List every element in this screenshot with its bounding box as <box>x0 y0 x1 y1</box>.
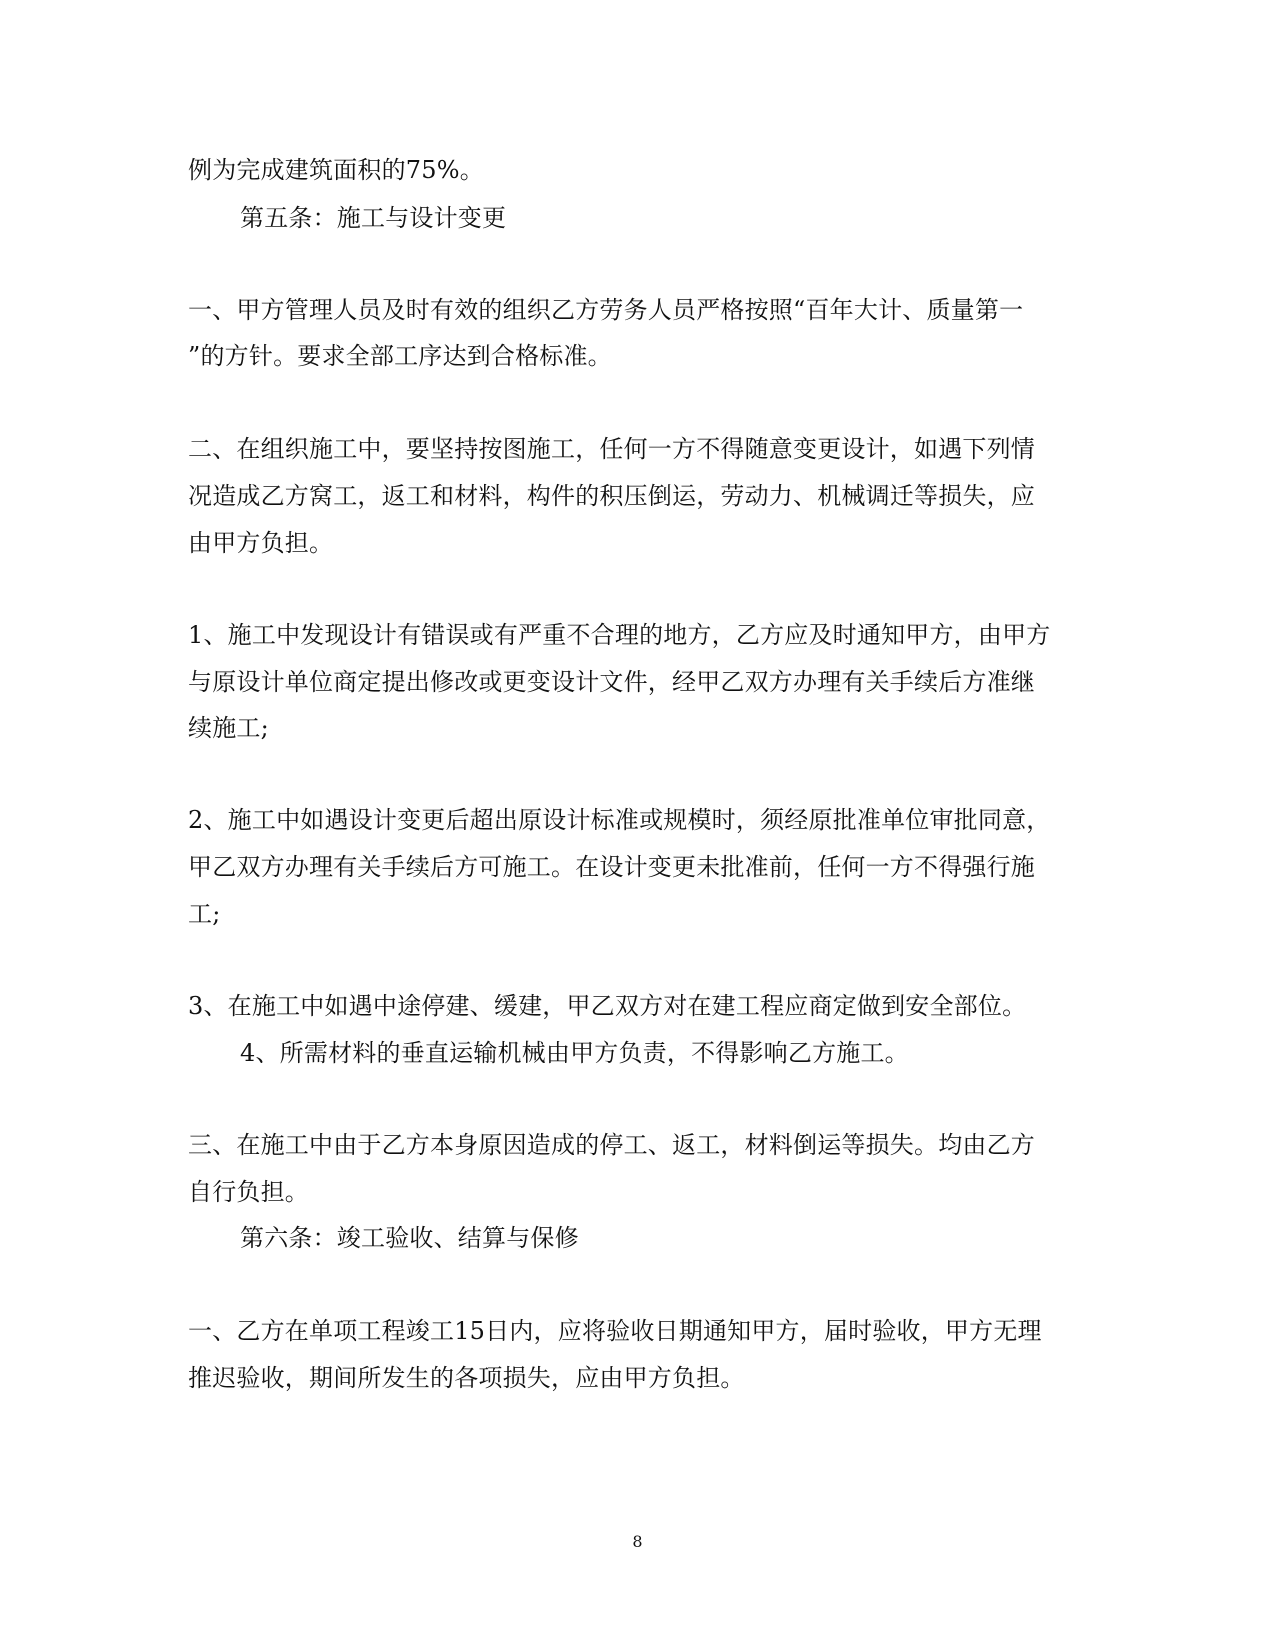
text-line: 工; <box>188 900 221 928</box>
text-line: 2、施工中如遇设计变更后超出原设计标准或规模时，须经原批准单位审批同意， <box>188 806 1051 834</box>
page-number: 8 <box>632 1532 643 1551</box>
text-line: 续施工; <box>188 714 269 742</box>
text-line: 由甲方负担。 <box>188 529 334 557</box>
text-line: 推迟验收，期间所发生的各项损失，应由甲方负担。 <box>188 1364 745 1392</box>
text-line: 甲乙双方办理有关手续后方可施工。在设计变更未批准前，任何一方不得强行施 <box>188 853 1035 881</box>
text-line: 3、在施工中如遇中途停建、缓建，甲乙双方对在建工程应商定做到安全部位。 <box>188 992 1027 1020</box>
text-line: 与原设计单位商定提出修改或更变设计文件，经甲乙双方办理有关手续后方准继 <box>188 668 1035 696</box>
section-heading: 第五条：施工与设计变更 <box>240 204 507 232</box>
text-line: 4、所需材料的垂直运输机械由甲方负责，不得影响乙方施工。 <box>240 1039 909 1067</box>
text-line: 1、施工中发现设计有错误或有严重不合理的地方，乙方应及时通知甲方，由甲方 <box>188 621 1051 649</box>
text-line: 三、在施工中由于乙方本身原因造成的停工、返工，材料倒运等损失。均由乙方 <box>188 1131 1035 1159</box>
text-line: 例为完成建筑面积的75%。 <box>188 156 484 184</box>
text-line: 况造成乙方窝工，返工和材料，构件的积压倒运，劳动力、机械调迁等损失，应 <box>188 482 1035 510</box>
text-line: 一、甲方管理人员及时有效的组织乙方劳务人员严格按照“百年大计、质量第一 <box>188 296 1024 324</box>
text-line: 二、在组织施工中，要坚持按图施工，任何一方不得随意变更设计，如遇下列情 <box>188 435 1035 463</box>
text-line: ”的方针。要求全部工序达到合格标准。 <box>188 342 612 370</box>
text-line: 一、乙方在单项工程竣工15日内，应将验收日期通知甲方，届时验收，甲方无理 <box>188 1317 1042 1345</box>
section-heading: 第六条：竣工验收、结算与保修 <box>240 1224 579 1252</box>
text-line: 自行负担。 <box>188 1178 309 1206</box>
